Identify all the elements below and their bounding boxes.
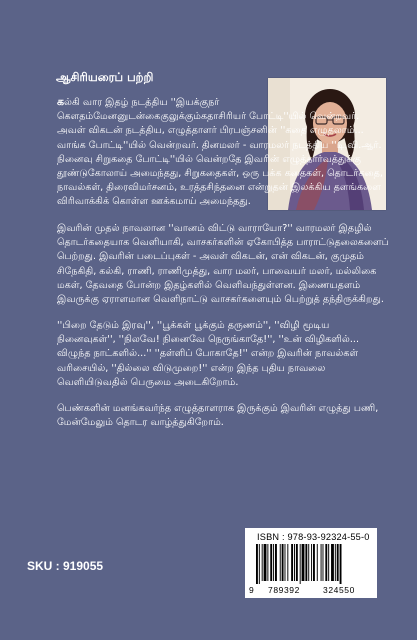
sku-label: SKU : 919055 [27,559,104,573]
paragraph-1-text: ல்கி வார இதழ் நடத்திய ''இயக்குநர் கௌதம்மேனனுடன்கைகுலுக்கும்கதாசிரியர் போட்டி''யில் வென்றவர். அவள் விகடன் நடத்திய, எழுத்தாளர் பிரபஞ்சனின் ''கதை எழுதலாம்... வாங்க போட்டி''யில் வென்றவர். தினமலர் - வாரமலர் நடத்திய ''டி.வி.ஆர். நினைவு சிறுகதை போட்டி''யில் வென்றதே இவரின் எழுத்தார்வத்துக்கு தூண்டுகோலாய் அமைந்தது, சிறுகதைகள், ஒரு பக்க கதைகள், தொடர்கதை, நாவல்கள், திரைவிமர்சனம், உரத்தசிந்தனை என்றுதன் இலக்கிய தளங்களை விரிவாக்கிக் கொள்ள ஊக்கமாய் அமைந்தது. [57,97,383,208]
about-author-paragraph-2: இவரின் முதல் நாவலான ''வானம் விட்டு வாராயோ?'' வாரமலர் இதழில் தொடர்கதையாக வெளியாகி, வாசகர்களின் ஏகோபித்த பாராட்டுதலைகளைப் பெற்றது. இவரின் படைப்புகள் - அவள் விகடன், என் விகடன், குமுதம் சிநேகிதி, கல்கி, ராணி, ராணிமுத்து, வார மலர், பாவையர் மலர், மல்லிகை மகள், தேவதை போன்ற இதழ்களில் வெளிவந்துள்ளன. இணையதளம் இவருக்கு ஏராளமான வெளிநாட்டு வாசகர்களையும் பெற்றுத் தந்திருக்கிறது. [57,223,389,306]
barcode-bar [317,544,318,581]
barcode-bar [328,544,329,581]
barcode-bar [321,544,322,581]
barcode-bar [300,544,301,584]
barcode-bar [325,544,327,581]
barcode-bar [285,544,286,581]
about-author-paragraph-1 [57,95,389,210]
barcode-bar [291,544,293,581]
about-author-paragraph-3: ''பிறை தேடும் இரவு'', ''பூக்கள் பூக்கும் தருணம்'', ''விழி மூடிய நினைவுகள்'', ''நிலவே! நினைவே நெருங்காதே!'', ''உன் விழிகளில்... விழுந்த நாட்களில்...'' ''தள்ளிப் போகாதே!'' என்ற இவரின் நாவல்கள் வரிசையில், ''தில்லை விடுமுறை!'' என்ற இந்த புதிய நாவலை வெளியிடுவதில் பெருமை அடைகிறோம். [57,320,360,388]
about-author-heading: ஆசிரியரைப் பற்றி [56,70,154,84]
barcode-bar [305,544,307,581]
barcode-bar [337,544,339,581]
barcode-bars [255,544,367,584]
barcode-bar [323,544,324,581]
barcode-bar [313,544,315,581]
barcode-bar [340,544,342,584]
barcode-bar [280,544,281,581]
isbn-barcode [245,528,377,598]
barcode-bar [259,544,260,584]
barcode-bar [302,544,305,581]
barcode-digits-right: 324550 [323,585,355,595]
barcode-bar [275,544,277,581]
barcode-bar [270,544,272,581]
barcode-bar [294,544,295,581]
barcode-bar [262,544,263,581]
barcode-bar [264,544,267,581]
barcode-bar [287,544,288,581]
barcode-bar [282,544,284,581]
barcode-bar [308,544,309,581]
barcode-bar [273,544,274,581]
isbn-number: ISBN : 978-93-92324-55-0 [257,532,370,542]
barcode-bar [331,544,334,581]
barcode-bar [311,544,312,581]
barcode-digit-first: 9 [249,585,254,595]
barcode-digits-left: 789392 [268,585,300,595]
paragraph-dropcap: க [57,95,65,108]
barcode-bar [296,544,298,581]
barcode-bar [256,544,258,584]
barcode-bar [267,544,268,581]
about-author-paragraph-4: பெண்களின் மனங்கவர்ந்த எழுத்தாளராக இருக்கும் இவரின் எழுத்து பணி, மேன்மேலும் தொடர வாழ்த்துகிறோம். [57,403,379,429]
barcode-bar [335,544,336,581]
